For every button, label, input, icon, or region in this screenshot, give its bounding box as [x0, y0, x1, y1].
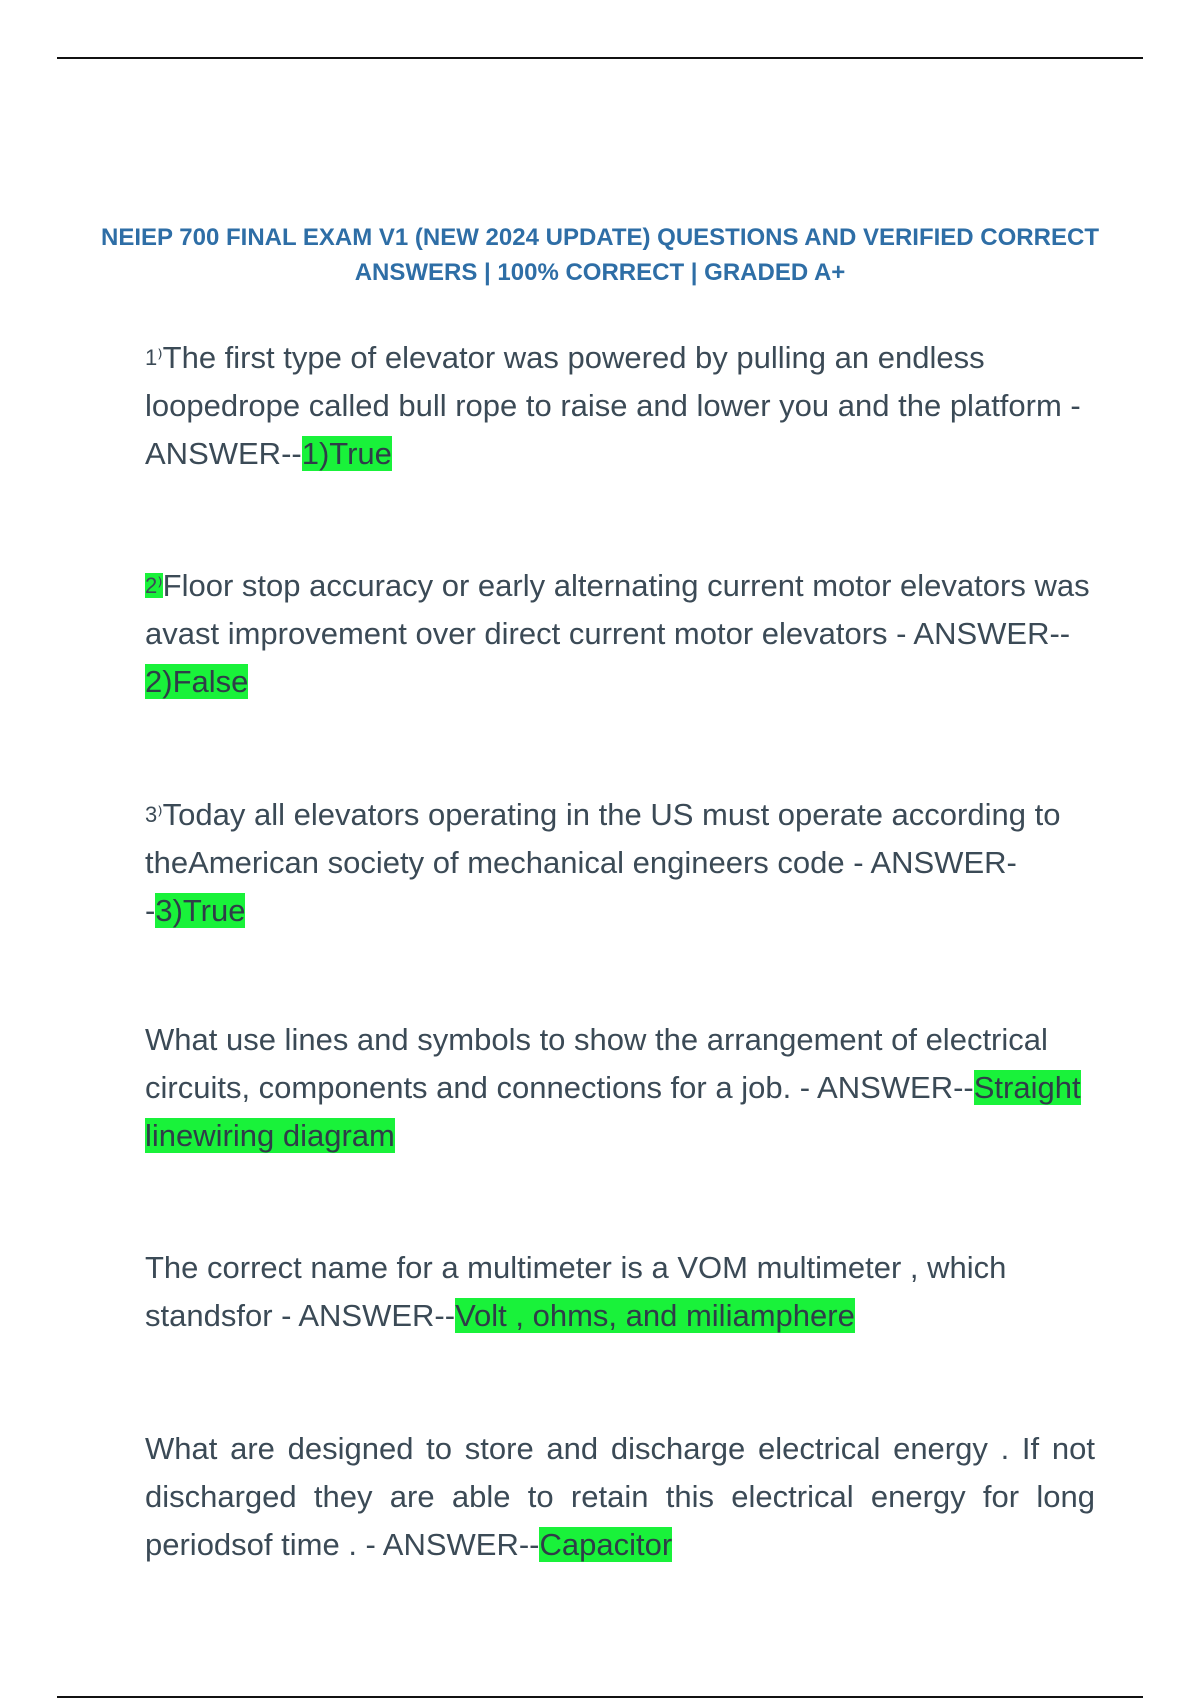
document-title	[100, 220, 1100, 290]
question-number: 2⁾	[145, 573, 163, 598]
question-text: What are designed to store and discharge electrical energy . If not discharged they are able to retain this electrical energy for long periodsof time . - ANSWER--	[145, 1431, 1095, 1562]
title-line-1: NEIEP 700 FINAL EXAM V1 (NEW 2024 UPDATE) QUESTIONS AND VERIFIED CORRECT	[101, 224, 1099, 251]
question-text: Floor stop accuracy or early alternating current motor elevators was avast improvement over direct current motor elevators - ANSWER--	[145, 568, 1090, 651]
qa-item-4	[145, 1016, 1095, 1160]
answer-highlight: 1)True	[301, 436, 392, 471]
answer-highlight: 3)True	[155, 893, 246, 928]
question-number: 3⁾	[145, 802, 163, 827]
question-text: Today all elevators operating in the US must operate according to theAmerican society of mechanical engineers code - ANSWER--	[145, 797, 1061, 928]
answer-highlight: Capacitor	[539, 1527, 673, 1562]
top-rule	[57, 57, 1143, 59]
question-number: 1⁾	[145, 345, 163, 370]
bottom-rule	[57, 1696, 1143, 1698]
qa-item-5	[145, 1244, 1095, 1340]
qa-item-3	[145, 791, 1095, 935]
question-text: What use lines and symbols to show the arrangement of electrical circuits, components and connections for a job. - ANSWER--	[145, 1022, 1048, 1105]
qa-item-1	[145, 334, 1095, 478]
title-line-2: ANSWERS | 100% CORRECT | GRADED A+	[354, 259, 846, 286]
answer-highlight: Volt , ohms, and miliamphere	[455, 1298, 855, 1333]
question-text: The correct name for a multimeter is a VOM multimeter , which standsfor - ANSWER--	[145, 1250, 1007, 1333]
question-text: The first type of elevator was powered by pulling an endless loopedrope called bull rope to raise and lower you and the platform - ANSWER--	[145, 340, 1081, 471]
qa-item-2	[145, 562, 1095, 706]
answer-highlight: 2)False	[145, 664, 249, 699]
qa-item-6	[145, 1425, 1095, 1569]
answer-highlight: Straight linewiring diagram	[145, 1070, 1081, 1153]
